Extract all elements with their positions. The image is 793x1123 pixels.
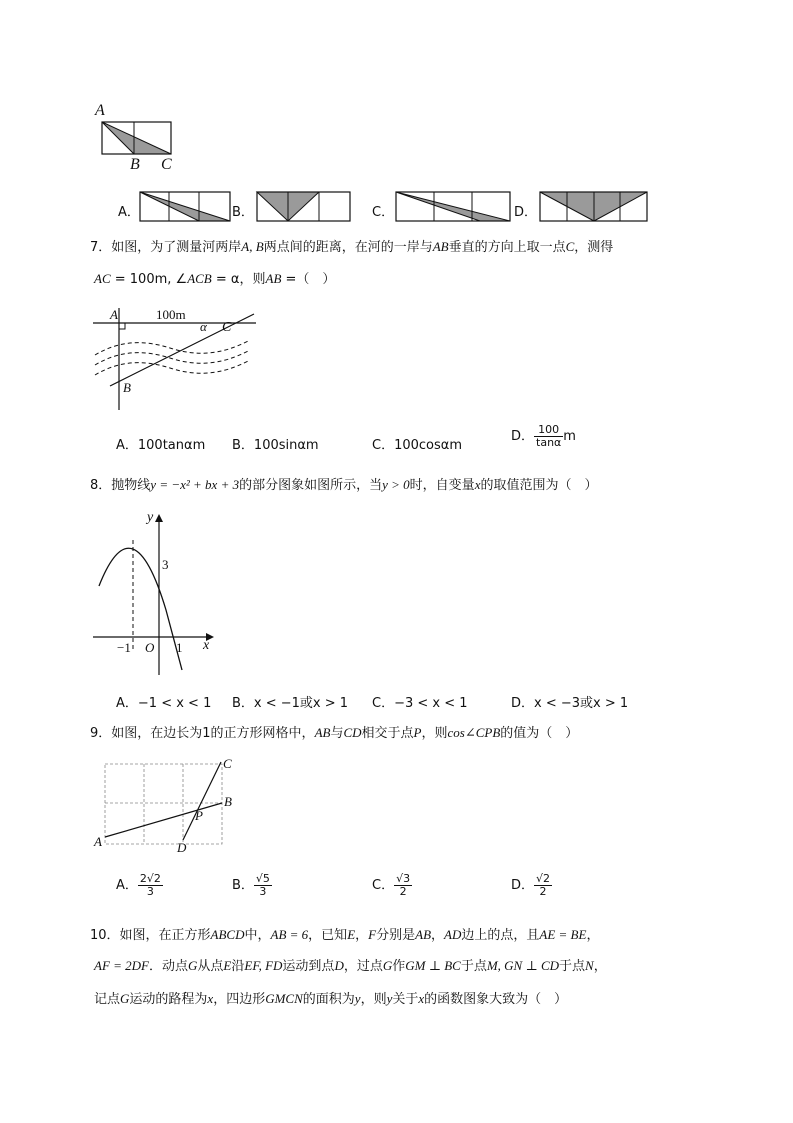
q6-shaded-triangle [102,122,171,154]
q6-option-b-label[interactable]: B． [232,205,254,220]
q8-fig-3: 3 [162,557,169,572]
q8-parabola-graph [90,510,220,678]
q10-line2: AF = 2DF．动点G从点E沿EF, FD运动到点D，过点G作GM ⊥ BC于点M, GN ⊥ CD于点N， [94,958,607,974]
q9-option-a[interactable]: A． $\frac{2√2}{3}$ [116,872,161,898]
q8-fig-y: y [147,510,154,525]
q7-fig-label-c: C [222,320,232,335]
q8-fig-x: x [203,638,210,653]
q6-label-a: A [95,102,105,119]
q7-fig-distance: 100m [156,307,186,322]
q6-option-c-diagram [395,191,512,223]
q8-fig-o: O [145,640,155,655]
q9-grid-diagram [100,760,230,850]
q7-line2: AC = 100m, ∠ACB = α，则AB =（ ） [94,271,336,287]
q9-fig-label-b: B [224,794,232,809]
q6-label-b: B [130,156,140,173]
q7-line1: 7．如图，为了测量河两岸A, B两点间的距离，在河的一岸与AB垂直的方向上取一点C，测得 [90,239,614,255]
q9-option-d[interactable]: D． $\frac{√2}{2}$ [511,872,551,898]
q7-fig-label-b: B [123,380,131,395]
q8-option-a[interactable]: A．−1 < x < 1 [116,696,212,711]
q9-fig-label-c: C [223,756,232,771]
q9-fig-label-p: P [195,808,203,823]
q8-fig-1: 1 [176,640,183,655]
q9-option-c[interactable]: C． $\frac{√3}{2}$ [372,872,411,898]
q7-option-d[interactable]: D． $\frac{100}{\tan\alpha}$ m [511,423,576,449]
q8-option-d[interactable]: D．x < −3或x > 1 [511,696,629,711]
q7-option-b[interactable]: B．100sinαm [232,438,319,453]
q6-option-c-label[interactable]: C． [372,205,395,220]
q10-line1: 10．如图，在正方形ABCD中，AB = 6，已知E，F分别是AB，AD边上的点，且AE = BE， [90,927,600,943]
q8-option-b[interactable]: B．x < −1或x > 1 [232,696,349,711]
q6-option-a-label[interactable]: A． [118,205,140,220]
q6-option-d-label[interactable]: D． [514,205,538,220]
q7-option-a[interactable]: A．100tanαm [116,438,206,453]
q7-option-c[interactable]: C．100cosαm [372,438,462,453]
q8-stem: 8．抛物线y = −x² + bx + 3的部分图象如图所示，当y > 0时，自变量x的取值范围为（ ） [90,477,598,493]
q7-fig-alpha: α [200,319,207,334]
q8-option-c[interactable]: C．−3 < x < 1 [372,696,468,711]
q10-line3: 记点G运动的路程为x，四边形GMCN的面积为y，则y关于x的函数图象大致为（ ） [94,991,568,1007]
q7-fig-label-a: A [110,307,118,322]
q9-option-b[interactable]: B． $\frac{√5}{3}$ [232,872,270,898]
q6-label-c: C [161,156,172,173]
q8-fig-neg1: −1 [117,640,131,655]
q6-option-b-diagram [256,191,351,223]
q6-option-d-diagram [539,191,649,223]
q9-fig-label-a: A [94,834,102,849]
q9-fig-label-d: D [177,840,187,855]
q6-option-a-diagram [139,191,231,223]
q9-stem: 9．如图，在边长为1的正方形网格中，AB与CD相交于点P，则cos∠CPB的值为（ ） [90,725,579,741]
